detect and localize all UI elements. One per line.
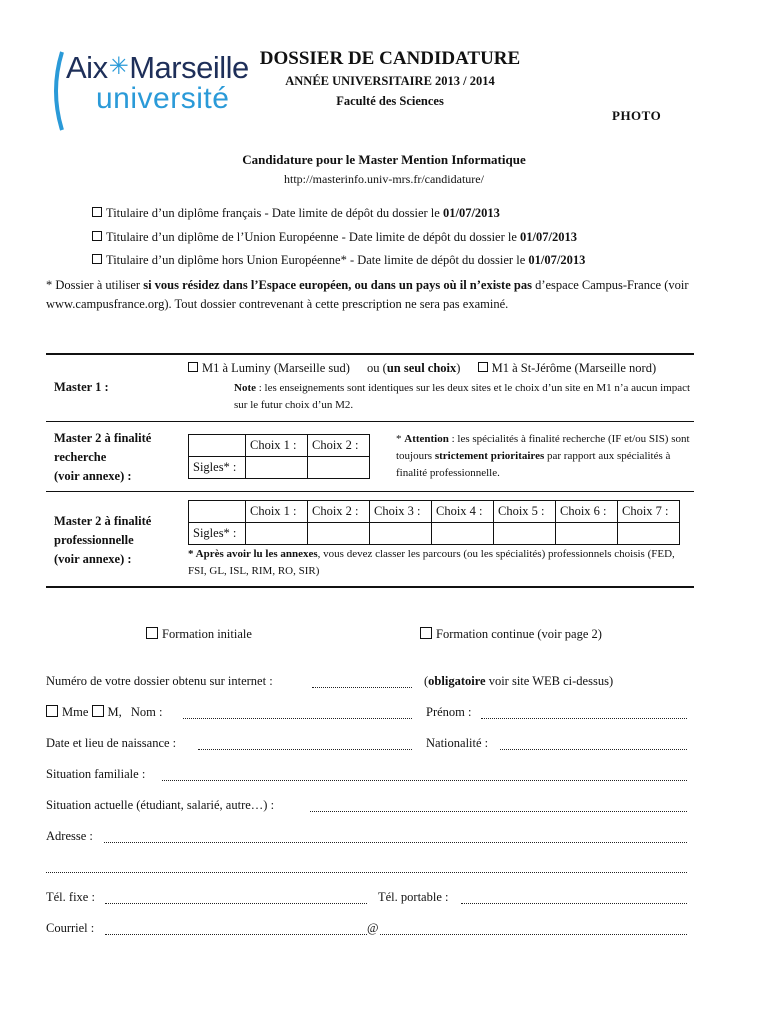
annexes-note — [188, 546, 694, 580]
formation-continue-label: Formation continue (voir page 2) — [436, 627, 602, 641]
situation-actuelle-label: Situation actuelle (étudiant, salarié, autre…) : — [46, 798, 275, 812]
deadline-date: 01/07/2013 — [442, 206, 500, 220]
input-cell-choix1[interactable] — [246, 523, 308, 545]
faculty-name: Faculté des Sciences — [336, 94, 444, 108]
mme-label: Mme — [62, 705, 89, 719]
column-header: Choix 1 : — [246, 435, 308, 457]
table-row — [189, 435, 370, 457]
formation-initiale-label: Formation initiale — [162, 627, 252, 641]
courriel-domain-field[interactable] — [380, 934, 687, 935]
adresse-field-line2[interactable] — [46, 872, 687, 873]
master1-options — [188, 361, 656, 376]
divider — [46, 586, 694, 588]
checkbox-diplome-ue[interactable] — [92, 231, 102, 241]
table-row — [189, 501, 680, 523]
ou-prefix: ou ( — [367, 361, 387, 375]
ou-bold: un seul choix — [386, 361, 457, 375]
note-suffix: d’espace Campus-France (voir www.campusfrance.org). Tout dossier contrevenant à cette prescription ne sera pas examiné. — [46, 278, 689, 311]
input-cell-choix2[interactable] — [308, 523, 370, 545]
adresse-label: Adresse : — [46, 829, 93, 843]
candidature-url[interactable]: http://masterinfo.univ-mrs.fr/candidature/ — [284, 172, 484, 186]
prenom-label: Prénom : — [426, 705, 472, 719]
at-sign: @ — [367, 921, 379, 935]
star-icon: ✳ — [108, 53, 129, 80]
row-label: Sigles* : — [189, 523, 246, 545]
column-header: Choix 1 : — [246, 501, 308, 523]
label-line: (voir annexe) : — [54, 552, 132, 566]
column-header: Choix 5 : — [494, 501, 556, 523]
nom-label: Nom : — [130, 705, 163, 719]
input-cell-choix6[interactable] — [556, 523, 618, 545]
divider — [46, 353, 694, 355]
logo-text-marseille: Marseille — [129, 50, 249, 85]
annexes-note-bold: * Après avoir lu les annexes — [188, 548, 318, 560]
label-line: Master 2 à finalité — [54, 514, 152, 528]
dossier-note — [424, 674, 613, 689]
dossier-note-bold: obligatoire — [428, 674, 486, 688]
column-header: Choix 2 : — [308, 501, 370, 523]
candidature-title: Candidature pour le Master Mention Informatique — [242, 152, 526, 167]
nationalite-label: Nationalité : — [426, 736, 489, 750]
note-text: : les enseignements sont identiques sur les deux sites et le choix d’un site en M1 n’a aucun impact sur le futur choix d’un M2. — [234, 382, 691, 411]
checkbox-formation-continue[interactable] — [420, 627, 432, 639]
table-row — [189, 523, 680, 545]
label-line: Master 2 à finalité — [54, 431, 152, 445]
campus-france-note — [46, 276, 716, 314]
label-line: (voir annexe) : — [54, 469, 132, 483]
attention-text: : les spécialités à finalité recherche (IF et/ou SIS) sont toujours — [396, 433, 690, 462]
pro-choices-table — [188, 500, 680, 545]
dossier-note-rest: voir site WEB ci-dessus) — [485, 674, 614, 688]
deadline-text: Titulaire d’un diplôme français - Date limite de dépôt du dossier le — [106, 206, 443, 220]
column-header: Choix 7 : — [618, 501, 680, 523]
dossier-number-field[interactable] — [312, 687, 412, 688]
situation-familiale-label: Situation familiale : — [46, 767, 146, 781]
divider — [46, 491, 694, 492]
logo-text-universite: université — [96, 82, 230, 115]
label-line: recherche — [54, 450, 107, 464]
formation-initiale — [146, 627, 252, 642]
situation-familiale-field[interactable] — [162, 780, 687, 781]
attention-note — [396, 431, 696, 482]
master1-note — [234, 380, 694, 414]
input-cell-choix1[interactable] — [246, 457, 308, 479]
m1-stjerome-label: M1 à St-Jérôme (Marseille nord) — [491, 361, 657, 375]
attention-label: Attention — [404, 433, 449, 445]
ou-suffix: ) — [456, 361, 461, 375]
table-cell — [189, 501, 246, 523]
deadline-text: Titulaire d’un diplôme de l’Union Européenne - Date limite de dépôt du dossier le — [106, 230, 521, 244]
adresse-field[interactable] — [104, 842, 687, 843]
recherche-choices-table — [188, 434, 370, 479]
tel-fixe-field[interactable] — [105, 903, 367, 904]
logo-bracket-icon — [52, 50, 64, 132]
master2-pro-label — [54, 512, 151, 569]
attention-text: par rapport aux spécialités à finalité professionnelle. — [396, 450, 671, 479]
checkbox-m1-stjerome[interactable] — [478, 362, 488, 372]
input-cell-choix7[interactable] — [618, 523, 680, 545]
dossier-number-label: Numéro de votre dossier obtenu sur internet : — [46, 674, 273, 688]
column-header: Choix 3 : — [370, 501, 432, 523]
academic-year: ANNÉE UNIVERSITAIRE 2013 / 2014 — [285, 74, 495, 88]
table-row — [189, 457, 370, 479]
checkbox-diplome-hors-ue[interactable] — [92, 254, 102, 264]
prenom-field[interactable] — [481, 718, 687, 719]
civilite-group — [46, 705, 163, 720]
checkbox-m[interactable] — [92, 705, 104, 717]
deadline-hors-ue — [92, 253, 585, 268]
page-title: DOSSIER DE CANDIDATURE — [259, 48, 521, 69]
table-cell — [189, 435, 246, 457]
column-header: Choix 2 : — [308, 435, 370, 457]
nom-field[interactable] — [183, 718, 412, 719]
note-bold: si vous résidez dans l’Espace européen, ou dans un pays où il n’existe pas — [143, 278, 532, 292]
aix-marseille-logo — [52, 46, 249, 136]
formation-continue — [420, 627, 602, 642]
checkbox-mme[interactable] — [46, 705, 58, 717]
tel-fixe-label: Tél. fixe : — [46, 890, 95, 904]
m-label: M, — [107, 705, 122, 719]
deadline-date: 01/07/2013 — [528, 253, 586, 267]
label-line: professionnelle — [54, 533, 134, 547]
annexes-note-text: , vous devez classer les parcours (ou les spécialités) professionnels choisis (FED, FSI, GL, ISL, RIM, RO, SIR) — [188, 548, 675, 577]
divider — [46, 421, 694, 422]
attention-star: * — [396, 433, 405, 445]
row-label: Sigles* : — [189, 457, 246, 479]
deadline-ue — [92, 230, 577, 245]
input-cell-choix5[interactable] — [494, 523, 556, 545]
column-header: Choix 4 : — [432, 501, 494, 523]
checkbox-m1-luminy[interactable] — [188, 362, 198, 372]
deadline-text: Titulaire d’un diplôme hors Union Européenne* - Date limite de dépôt du dossier le — [106, 253, 529, 267]
input-cell-choix2[interactable] — [308, 457, 370, 479]
deadline-date: 01/07/2013 — [520, 230, 577, 244]
naissance-label: Date et lieu de naissance : — [46, 736, 177, 750]
courriel-user-field[interactable] — [105, 934, 367, 935]
deadline-francais — [92, 206, 500, 221]
master2-recherche-label — [54, 429, 151, 486]
situation-actuelle-field[interactable] — [310, 811, 687, 812]
tel-portable-field[interactable] — [461, 903, 687, 904]
logo-text-aix: Aix — [66, 50, 108, 85]
attention-bold: strictement prioritaires — [434, 450, 545, 462]
note-label: Note — [234, 382, 256, 394]
checkbox-formation-initiale[interactable] — [146, 627, 158, 639]
note-prefix: * Dossier à utiliser — [46, 278, 144, 292]
courriel-label: Courriel : — [46, 921, 95, 935]
dossier-note-open: ( — [424, 674, 429, 688]
input-cell-choix3[interactable] — [370, 523, 432, 545]
naissance-field[interactable] — [198, 749, 412, 750]
m1-luminy-label: M1 à Luminy (Marseille sud) — [202, 361, 350, 375]
logo-line1 — [66, 50, 249, 86]
column-header: Choix 6 : — [556, 501, 618, 523]
photo-placeholder: PHOTO — [612, 108, 662, 123]
input-cell-choix4[interactable] — [432, 523, 494, 545]
nationalite-field[interactable] — [500, 749, 687, 750]
checkbox-diplome-francais[interactable] — [92, 207, 102, 217]
tel-portable-label: Tél. portable : — [378, 890, 449, 904]
master1-label: Master 1 : — [54, 380, 109, 394]
